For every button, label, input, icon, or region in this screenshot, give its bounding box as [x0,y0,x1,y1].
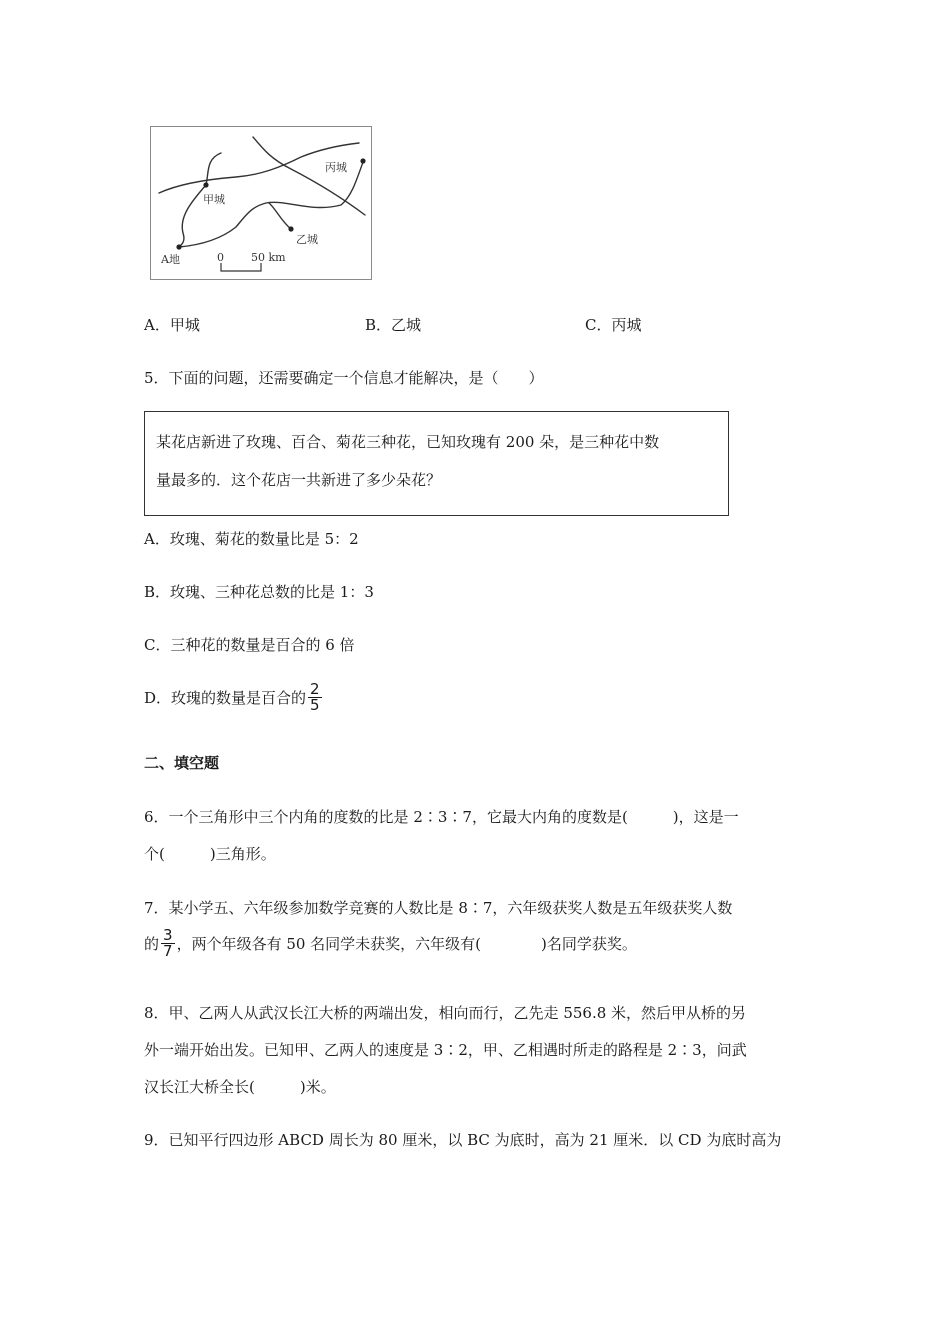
map-label-yi: 乙城 [296,233,318,246]
q8-line1: 8．甲、乙两人从武汉长江大桥的两端出发，相向而行，乙先走 556.8 米，然后甲从桥的另 [144,1004,747,1022]
q6-line1: 6．一个三角形中三个内角的度数的比是 2∶3∶7，它最大内角的度数是( )，这是一 [144,808,739,826]
q6-line2: 个( )三角形。 [144,845,276,863]
q4-option-a: A．甲城 [144,316,200,334]
q5-option-c: C．三种花的数量是百合的 6 倍 [144,636,355,654]
map-label-bing: 丙城 [325,161,347,174]
fraction-denominator: 7 [163,942,173,960]
q5-option-b: B．玫瑰、三种花总数的比是 1：3 [144,583,374,601]
q5-box-line1: 某花店新进了玫瑰、百合、菊花三种花，已知玫瑰有 200 朵，是三种花中数 [156,433,660,451]
map-scale-zero: 0 [217,251,224,264]
q7-fraction [161,928,175,959]
q5-stem: 5．下面的问题，还需要确定一个信息才能解决，是（ ） [144,369,544,387]
q8-line3: 汉长江大桥全长( )米。 [144,1078,336,1096]
fraction-numerator: 2 [310,680,320,698]
q5-problem-box [144,411,729,516]
fraction-numerator: 3 [163,926,173,944]
q7-line1: 7．某小学五、六年级参加数学竞赛的人数比是 8∶7，六年级获奖人数是五年级获奖人数 [144,899,733,917]
q7-line2-suffix: ，两个年级各有 50 名同学未获奖，六年级有( )名同学获奖。 [176,935,637,953]
q9-line1: 9．已知平行四边形 ABCD 周长为 80 厘米，以 BC 为底时，高为 21 厘米．以 CD 为底时高为 [144,1131,782,1149]
map-label-jia: 甲城 [203,193,225,206]
section-heading-fill-blank: 二、填空题 [144,754,220,772]
q5-option-d-fraction [308,682,322,713]
map-scale-label: 50 km [251,251,286,264]
q4-option-c: C．丙城 [585,316,642,334]
q7-line2 [144,928,637,959]
map-label-a: A地 [161,253,180,266]
q5-option-a: A．玫瑰、菊花的数量比是 5：2 [144,530,359,548]
q4-option-b: B．乙城 [365,316,422,334]
q5-option-d-text: D．玫瑰的数量是百合的 [144,689,307,707]
q5-box-line2: 量最多的．这个花店一共新进了多少朵花？ [156,471,442,489]
q7-line2-prefix: 的 [144,935,160,953]
fraction-denominator: 5 [310,696,320,714]
q5-option-d [144,682,324,713]
q8-line2: 外一端开始出发。已知甲、乙两人的速度是 3∶2，甲、乙相遇时所走的路程是 2∶3，问武 [144,1041,747,1059]
map-figure [150,126,372,280]
